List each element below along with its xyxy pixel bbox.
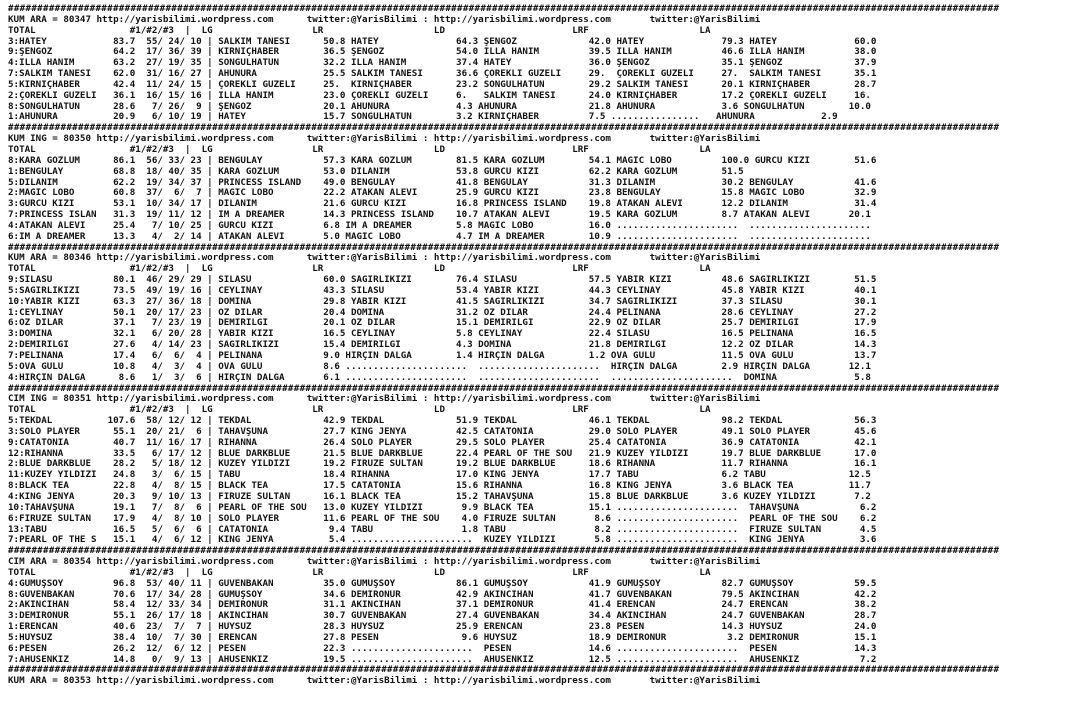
text-line: 2:DEMİRİLGİ 27.6 4/ 14/ 23 | SAĞIRLIKIZI 15.4 DEMİRİLGİ 4.3 DOMİNA 21.8 DEMİRİLGİ 12.2 ÖZ DİLAR 14.3 bbox=[8, 340, 877, 351]
text-line: 4:HIRÇIN DALGA 8.6 1/ 3/ 6 | HIRÇIN DALGA 6.1 ...................... ...................... ...................... DOMİNA 5.8 bbox=[8, 372, 871, 383]
text-line: 4:İLLA HANIM 63.2 27/ 19/ 35 | SONGÜLHATUN 32.2 İLLA HANIM 37.4 HATEY 36.0 ŞENGÖZ 35.1 ŞENGÖZ 37.9 bbox=[8, 58, 877, 69]
text-line: KUM ARA = 80346 http://yarisbilimi.wordpress.com twitter:@YarisBilimi : http://yarisbilimi.wordpress.com twitter:@YarisBilimi bbox=[8, 253, 761, 264]
text-line: 3:GÜRCÜ KIZI 53.1 10/ 34/ 17 | DİLANIM 21.6 GÜRCÜ KIZI 16.8 PRINCESS ISLAND 19.8 ATAKAN ALEVİ 12.2 DİLANIM 31.4 bbox=[8, 199, 877, 210]
text-line: KUM ARA = 80347 http://yarisbilimi.wordpress.com twitter:@YarisBilimi : http://yarisbilimi.wordpress.com twitter:@YarisBilimi bbox=[8, 14, 761, 25]
text-line: 3:DOMİNA 32.1 6/ 20/ 28 | YABIR KIZI 16.5 CEYLİNAY 5.8 CEYLİNAY 22.4 SILASU 16.5 PELİNANA 16.5 bbox=[8, 329, 877, 340]
text-line: 9:CATATONIA 40.7 11/ 16/ 17 | RIHANNA 26.4 SOLO PLAYER 29.5 SOLO PLAYER 25.4 CATATONIA 36.9 CATATONIA 42.1 bbox=[8, 437, 877, 448]
text-line: TOTAL #1/#2/#3 | LG LR LD LRF LA bbox=[8, 144, 711, 155]
text-line: 9:SILASU 80.1 46/ 29/ 29 | SILASU 60.0 SAĞIRLIKIZI 76.4 SILASU 57.5 YABIR KIZI 48.6 SAĞIRLIKIZI 51.5 bbox=[8, 275, 877, 286]
text-line: 2:ÇÖREKLİ GÜZELİ 36.1 16/ 15/ 16 | İLLA HANIM 23.0 ÇÖREKLİ GÜZELİ 6. SALKIM TANESİ 24.0 KIRNIÇHABER 17.2 ÇÖREKLİ GÜZELİ 16. bbox=[8, 90, 871, 101]
text-line: 5:OVA GÜLÜ 10.8 4/ 3/ 4 | OVA GÜLÜ 8.6 ...................... ...................... HIRÇIN DALGA 2.9 HIRÇIN DALGA 12.1 bbox=[8, 361, 871, 372]
text-line: 2:BLUE DARKBLUE 28.2 5/ 18/ 12 | KUZEY YILDIZI 19.2 FİRUZE SULTAN 19.2 BLUE DARKBLUE 18.6 RIHANNA 11.7 RIHANNA 16.1 bbox=[8, 459, 877, 470]
text-line: 1:CEYLİNAY 50.1 20/ 17/ 23 | ÖZ DİLAR 20.4 DOMİNA 31.2 ÖZ DİLAR 24.4 PELİNANA 28.6 CEYLİNAY 27.2 bbox=[8, 307, 877, 318]
text-line: TOTAL #1/#2/#3 | LG LR LD LRF LA bbox=[8, 567, 711, 578]
text-line: KUM ARA = 80353 http://yarisbilimi.wordpress.com twitter:@YarisBilimi : http://yarisbilimi.wordpress.com twitter:@YarisBilimi bbox=[8, 676, 761, 687]
separator-line: ########################################################################################################################################################################## bbox=[8, 665, 1000, 676]
text-line: 8:GÜVENBAKAN 70.6 17/ 34/ 28 | GÜMÜŞSOY 34.6 DEMİRONUR 42.9 AKINCIHAN 41.7 GÜVENBAKAN 79.5 AKINCIHAN 42.2 bbox=[8, 589, 877, 600]
text-line: 11:KUZEY YILDIZI 24.8 3/ 6/ 15 | TABU 18.4 RIHANNA 17.0 KING JENYA 17.7 TABU 6.2 TABU 12.5 bbox=[8, 470, 871, 481]
text-line: 6:FİRUZE SULTAN 17.9 4/ 8/ 10 | SOLO PLAYER 11.6 PEARL OF THE SOU 4.0 FİRUZE SULTAN 8.6 ...................... PEARL OF THE SOU 6.2 bbox=[8, 513, 877, 524]
text-line: 4:KING JENYA 20.3 9/ 10/ 13 | FİRUZE SULTAN 16.1 BLACK TEA 15.2 TAHAVŞUNA 15.8 BLUE DARKBLUE 3.6 KUZEY YILDIZI 7.2 bbox=[8, 491, 871, 502]
separator-line: ########################################################################################################################################################################## bbox=[8, 546, 1000, 557]
text-line: 2:AKINCIHAN 58.4 12/ 33/ 34 | DEMİRONUR 31.1 AKINCIHAN 37.1 DEMİRONUR 41.4 ERENCAN 24.7 ERENCAN 38.2 bbox=[8, 600, 877, 611]
text-line: CIM ARA = 80354 http://yarisbilimi.wordpress.com twitter:@YarisBilimi : http://yarisbilimi.wordpress.com twitter:@YarisBilimi bbox=[8, 557, 761, 568]
text-line: 10:YABIR KIZI 63.3 27/ 36/ 18 | DOMİNA 29.8 YABIR KIZI 41.5 SAĞIRLIKIZI 34.7 SAĞIRLIKIZI 37.3 SILASU 30.1 bbox=[8, 296, 877, 307]
text-line: KUM ING = 80350 http://yarisbilimi.wordpress.com twitter:@YarisBilimi : http://yarisbilimi.wordpress.com twitter:@YarisBilimi bbox=[8, 134, 761, 145]
text-line: 7:PELİNANA 17.4 6/ 6/ 4 | PELİNANA 9.0 HIRÇIN DALGA 1.4 HIRÇIN DALGA 1.2 OVA GÜLÜ 11.5 OVA GÜLÜ 13.7 bbox=[8, 351, 877, 361]
text-line: 6:PESEN 26.2 12/ 6/ 12 | PESEN 22.3 ...................... PESEN 14.6 ...................... PESEN 14.3 bbox=[8, 643, 877, 654]
text-line: 4:ATAKAN ALEVİ 25.4 7/ 10/ 25 | GÜRCÜ KIZI 6.8 IM A DREAMER 5.8 MAGIC LOBO 16.0 ...................... ...................... bbox=[8, 220, 871, 231]
text-line: 7:PEARL OF THE S 15.1 4/ 6/ 12 | KING JENYA 5.4 ...................... KUZEY YILDIZI 5.8 ...................... KING JENYA 3.6 bbox=[8, 535, 877, 546]
text-line: 7:SALKIM TANESİ 62.0 31/ 16/ 27 | AHUNURA 25.5 SALKIM TANESİ 36.6 ÇÖREKLİ GÜZELİ 29. ÇÖREKLİ GÜZELİ 27. SALKIM TANESİ 35.1 bbox=[8, 69, 877, 80]
text-line: 7:PRINCESS ISLAN 31.3 19/ 11/ 12 | IM A DREAMER 14.3 PRINCESS ISLAND 10.7 ATAKAN ALEVİ 19.5 KARA GÖZLÜM 8.7 ATAKAN ALEVİ 20.1 bbox=[8, 210, 871, 221]
separator-line: ########################################################################################################################################################################## bbox=[8, 4, 1000, 14]
text-line: 1:AHUNURA 20.9 6/ 10/ 19 | HATEY 15.7 SONGÜLHATUN 3.2 KIRNIÇHABER 7.5 ................ AHUNURA 2.9 bbox=[8, 112, 838, 123]
separator-line: ########################################################################################################################################################################## bbox=[8, 383, 1000, 394]
race-stats-document bbox=[8, 4, 1073, 687]
text-line: CIM ING = 80351 http://yarisbilimi.wordpress.com twitter:@YarisBilimi : http://yarisbilimi.wordpress.com twitter:@YarisBilimi bbox=[8, 394, 761, 405]
text-line: 13:TABU 16.5 5/ 6/ 6 | CATATONIA 9.4 TABU 1.8 TABU 8.2 ...................... FİRUZE SULTAN 4.5 bbox=[8, 524, 877, 535]
text-line: 7:AHUSENKIZ 14.8 0/ 9/ 13 | AHUSENKIZ 19.5 ...................... AHUSENKIZ 12.5 ...................... AHUSENKIZ 7.2 bbox=[8, 654, 877, 665]
text-line: 5:TEKDAL 107.6 58/ 12/ 12 | TEKDAL 42.9 TEKDAL 51.9 TEKDAL 46.1 TEKDAL 98.2 TEKDAL 56.3 bbox=[8, 416, 877, 427]
text-line: 8:SONGÜLHATUN 28.6 7/ 26/ 9 | ŞENGÖZ 20.1 AHUNURA 4.3 AHUNURA 21.8 AHUNURA 3.6 SONGÜLHATUN 10.0 bbox=[8, 101, 871, 112]
text-line: 10:TAHAVŞUNA 19.1 7/ 8/ 6 | PEARL OF THE SOU 13.0 KUZEY YILDIZI 9.9 BLACK TEA 15.1 ...................... TAHAVŞUNA 6.2 bbox=[8, 502, 877, 513]
text-line: 1:ERENCAN 40.6 23/ 7/ 7 | HUYSUZ 28.3 HUYSUZ 25.9 ERENCAN 23.8 PESEN 14.3 HUYSUZ 24.0 bbox=[8, 622, 877, 633]
text-line: 5:DİLANIM 62.2 19/ 34/ 37 | PRINCESS ISLAND 49.0 BENGÜLAY 41.8 BENGÜLAY 31.3 DİLANIM 30.2 BENGÜLAY 41.6 bbox=[8, 177, 877, 188]
text-line: 2:MAGIC LOBO 60.8 37/ 6/ 7 | MAGIC LOBO 22.2 ATAKAN ALEVİ 25.9 GÜRCÜ KIZI 23.8 BENGÜLAY 15.8 MAGIC LOBO 32.9 bbox=[8, 188, 877, 199]
separator-line: ########################################################################################################################################################################## bbox=[8, 123, 1000, 134]
text-line: 6:IM A DREAMER 13.3 4/ 2/ 14 | ATAKAN ALEVİ 5.0 MAGIC LOBO 4.7 IM A DREAMER 10.9 ...................... ...................... bbox=[8, 231, 871, 242]
text-line: 8:KARA GÖZLÜM 86.1 56/ 33/ 23 | BENGÜLAY 57.3 KARA GÖZLÜM 81.5 KARA GÖZLÜM 54.1 MAGIC LOBO 100.0 GÜRCÜ KIZI 51.6 bbox=[8, 155, 877, 166]
text-line: 8:BLACK TEA 22.8 4/ 8/ 15 | BLACK TEA 17.5 CATATONIA 15.6 RIHANNA 16.8 KING JENYA 3.6 BLACK TEA 11.7 bbox=[8, 481, 871, 492]
text-line: 5:HUYSUZ 38.4 10/ 7/ 30 | ERENCAN 27.8 PESEN 9.6 HUYSUZ 18.9 DEMİRONUR 3.2 DEMİRONUR 15.1 bbox=[8, 632, 877, 643]
separator-line: ########################################################################################################################################################################## bbox=[8, 242, 1000, 253]
text-line: TOTAL #1/#2/#3 | LG LR LD LRF LA bbox=[8, 405, 711, 416]
text-line: 3:HATEY 83.7 55/ 24/ 10 | SALKIM TANESİ 50.8 HATEY 64.3 ŞENGÖZ 42.0 HATEY 79.3 HATEY 60.0 bbox=[8, 36, 877, 47]
text-line: 5:KIRNIÇHABER 42.4 11/ 24/ 15 | ÇÖREKLİ GÜZELİ 25. KIRNIÇHABER 23.2 SONGÜLHATUN 29.2 SALKIM TANESİ 20.1 KIRNIÇHABER 28.7 bbox=[8, 79, 877, 90]
text-line: 5:SAĞIRLIKIZI 73.5 49/ 19/ 16 | CEYLİNAY 43.3 SILASU 53.4 YABIR KIZI 44.3 CEYLİNAY 45.8 YABIR KIZI 40.1 bbox=[8, 285, 877, 296]
text-line: 3:DEMİRONUR 55.1 26/ 17/ 18 | AKINCIHAN 30.7 GÜVENBAKAN 27.4 GÜVENBAKAN 34.4 AKINCIHAN 24.7 GÜVENBAKAN 28.7 bbox=[8, 611, 877, 622]
text-line: TOTAL #1/#2/#3 | LG LR LD LRF LA bbox=[8, 264, 711, 275]
text-line: 12:RIHANNA 33.5 6/ 17/ 12 | BLUE DARKBLUE 21.5 BLUE DARKBLUE 22.4 PEARL OF THE SOU 21.9 KUZEY YILDIZI 19.7 BLUE DARKBLUE 17.0 bbox=[8, 448, 877, 459]
text-line: 9:ŞENGÖZ 64.2 17/ 36/ 39 | KIRNIÇHABER 36.5 ŞENGÖZ 54.0 İLLA HANIM 39.5 İLLA HANIM 46.6 İLLA HANIM 38.0 bbox=[8, 47, 877, 58]
text-line: 4:GÜMÜŞSOY 96.8 53/ 40/ 11 | GÜVENBAKAN 35.0 GÜMÜŞSOY 86.1 GÜMÜŞSOY 41.9 GÜMÜŞSOY 82.7 GÜMÜŞSOY 59.5 bbox=[8, 578, 877, 589]
text-line: 6:ÖZ DİLAR 37.1 7/ 23/ 19 | DEMİRİLGİ 20.1 ÖZ DİLAR 15.1 DEMİRİLGİ 22.9 ÖZ DİLAR 25.7 DEMİRİLGİ 17.9 bbox=[8, 318, 877, 329]
text-line: 1:BENGÜLAY 68.8 18/ 40/ 35 | KARA GÖZLÜM 53.0 DİLANIM 53.8 GÜRCÜ KIZI 62.2 KARA GÖZLÜM 51.5 bbox=[8, 166, 744, 177]
text-line: 3:SOLO PLAYER 55.1 20/ 21/ 6 | TAHAVŞUNA 27.7 KING JENYA 42.5 CATATONIA 29.0 SOLO PLAYER 49.1 SOLO PLAYER 45.6 bbox=[8, 426, 877, 437]
text-line: TOTAL #1/#2/#3 | LG LR LD LRF LA bbox=[8, 25, 711, 36]
